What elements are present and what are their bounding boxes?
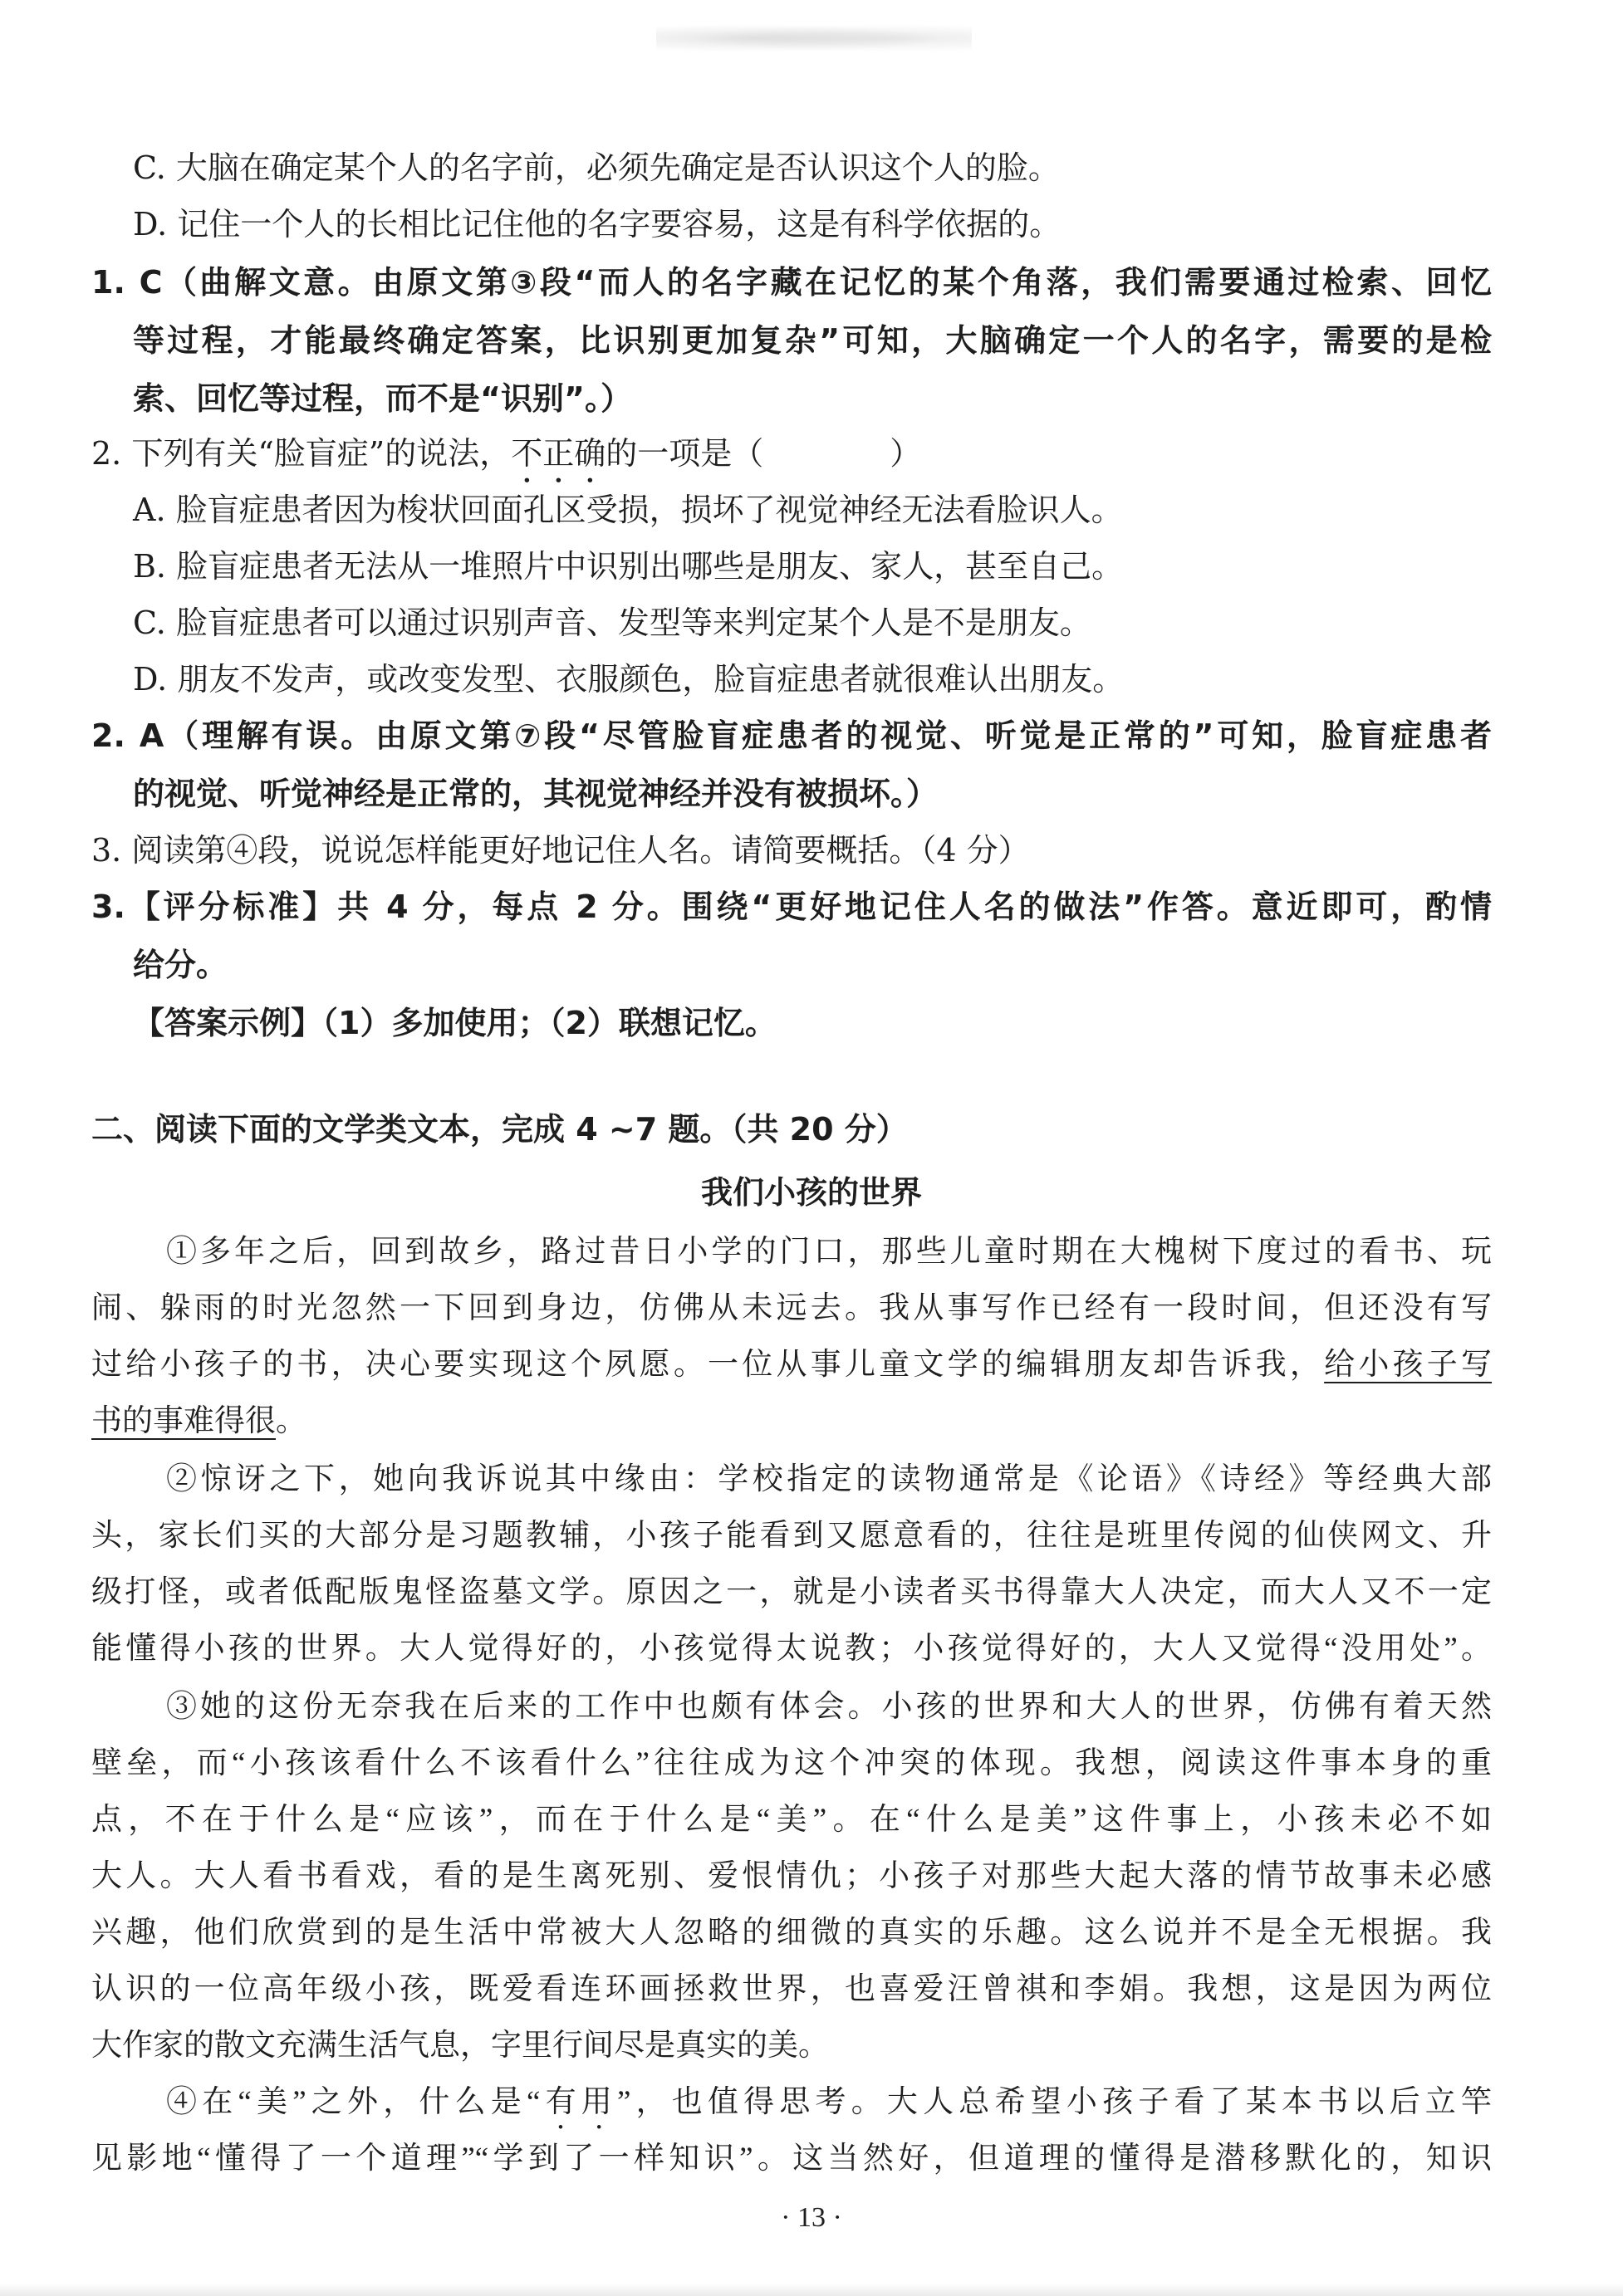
q1-answer-line-1: 1. C（曲解文意。由原文第③段“而人的名字藏在记忆的某个角落，我们需要通过检索、回忆 — [91, 264, 1492, 301]
q3-answer-line-3: 【答案示例】（1）多加使用；（2）联想记忆。 — [133, 1005, 777, 1041]
passage-p4-line-2: 见影地“懂得了一个道理”“学到了一样知识”。这当然好，但道理的懂得是潜移默化的，知识 — [91, 2142, 1492, 2176]
q2-stem-prefix: 2. 下列有关“脸盲症”的说法， — [91, 435, 512, 472]
scan-artifact-top — [656, 22, 972, 55]
q3-answer-line-1: 3.【评分标准】共 4 分，每点 2 分。围绕“更好地记住人名的做法”作答。意近即可，酌情 — [91, 889, 1492, 925]
passage-p1-underlined-end: 书的事难得很 — [91, 1404, 276, 1438]
passage-p3-line-6: 认识的一位高年级小孩，既爱看连环画拯救世界，也喜爱汪曾祺和李娟。我想，这是因为两位 — [91, 1972, 1492, 2006]
q2-stem-suffix: 的一项是（ ） — [606, 435, 922, 472]
passage-p4-line-1-end: ”，也值得思考。大人总希望小孩子看了某本书以后立竿 — [616, 2085, 1492, 2119]
passage-p1-line-3 — [91, 1345, 1492, 1385]
q3-stem: 3. 阅读第④段，说说怎样能更好地记住人名。请简要概括。（4 分） — [91, 832, 1030, 869]
q2-option-a: A. 脸盲症患者因为梭状回面孔区受损，损坏了视觉神经无法看脸识人。 — [133, 492, 1123, 528]
q2-option-b: B. 脸盲症患者无法从一堆照片中识别出哪些是朋友、家人，甚至自己。 — [133, 548, 1124, 585]
passage-p4-line-1-start: ④在“美”之外，什么是“ — [166, 2085, 541, 2119]
q2-stem-emphasis: 不正确 — [511, 435, 606, 472]
q1-answer-line-3: 索、回忆等过程，而不是“识别”。） — [133, 380, 632, 417]
passage-p2-line-1: ②惊讶之下，她向我诉说其中缘由：学校指定的读物通常是《论语》《诗经》等经典大部 — [166, 1462, 1492, 1496]
passage-p3-line-2: 壁垒，而“小孩该看什么不该看什么”往往成为这个冲突的体现。我想，阅读这件事本身的重 — [91, 1746, 1492, 1780]
q1-option-c: C. 大脑在确定某个人的名字前，必须先确定是否认识这个人的脸。 — [133, 149, 1060, 186]
passage-p3-line-7: 大作家的散文充满生活气息，字里行间尽是真实的美。 — [91, 2029, 829, 2063]
passage-p1-line-3-text: 过给小孩子的书，决心要实现这个夙愿。一位从事儿童文学的编辑朋友却告诉我， — [91, 1348, 1325, 1382]
q2-answer-line-1: 2. A（理解有误。由原文第⑦段“尽管脸盲症患者的视觉、听觉是正常的”可知，脸盲症患者 — [91, 717, 1492, 754]
q1-option-d: D. 记住一个人的长相比记住他的名字要容易，这是有科学依据的。 — [133, 206, 1062, 242]
scan-artifact-bottom — [0, 2284, 1623, 2296]
page-number: · 13 · — [781, 2202, 842, 2233]
passage-p3-line-5: 兴趣，他们欣赏到的是生活中常被大人忽略的细微的真实的乐趣。这么说并不是全无根据。我 — [91, 1916, 1492, 1950]
q2-option-d: D. 朋友不发声，或改变发型、衣服颜色，脸盲症患者就很难认出朋友。 — [133, 661, 1125, 698]
passage-p1-line-4-text: 。 — [276, 1404, 306, 1438]
q2-answer-line-2: 的视觉、听觉神经是正常的，其视觉神经并没有被损坏。） — [133, 776, 939, 812]
passage-title: 我们小孩的世界 — [700, 1174, 922, 1211]
passage-p2-line-4: 能懂得小孩的世界。大人觉得好的，小孩觉得太说教；小孩觉得好的，大人又觉得“没用处”。 — [91, 1632, 1492, 1666]
passage-p1-line-1: ①多年之后，回到故乡，路过昔日小学的门口，那些儿童时期在大槐树下度过的看书、玩 — [166, 1235, 1492, 1269]
q2-stem — [91, 433, 921, 490]
passage-p2-line-3: 级打怪，或者低配版鬼怪盗墓文学。原因之一，就是小读者买书得靠大人决定，而大人又不一定 — [91, 1575, 1492, 1609]
passage-p1-line-4 — [91, 1402, 306, 1442]
q1-answer-line-2: 等过程，才能最终确定答案，比识别更加复杂”可知，大脑确定一个人的名字，需要的是检 — [133, 322, 1492, 359]
passage-p1-line-2: 闹、躲雨的时光忽然一下回到身边，仿佛从未远去。我从事写作已经有一段时间，但还没有写 — [91, 1291, 1492, 1325]
passage-p3-line-3: 点，不在于什么是“应该”，而在于什么是“美”。在“什么是美”这件事上，小孩未必不如 — [91, 1803, 1492, 1837]
passage-p3-line-1: ③她的这份无奈我在后来的工作中也颇有体会。小孩的世界和大人的世界，仿佛有着天然 — [166, 1690, 1492, 1724]
passage-p4-line-1 — [166, 2083, 1492, 2137]
section-2-heading: 二、阅读下面的文学类文本，完成 4 ~7 题。（共 20 分） — [91, 1111, 908, 1148]
passage-p3-line-4: 大人。大人看书看戏，看的是生离死别、爱恨情仇；小孩子对那些大起大落的情节故事未必感 — [91, 1859, 1492, 1893]
passage-p2-line-2: 头，家长们买的大部分是习题教辅，小孩子能看到又愿意看的，往往是班里传阅的仙侠网文、升 — [91, 1519, 1492, 1553]
passage-p4-emphasis: 有用 — [540, 2085, 617, 2119]
q2-option-c: C. 脸盲症患者可以通过识别声音、发型等来判定某个人是不是朋友。 — [133, 605, 1091, 641]
q3-answer-line-2: 给分。 — [133, 947, 228, 983]
passage-p1-underlined-start: 给小孩子写 — [1324, 1348, 1493, 1382]
